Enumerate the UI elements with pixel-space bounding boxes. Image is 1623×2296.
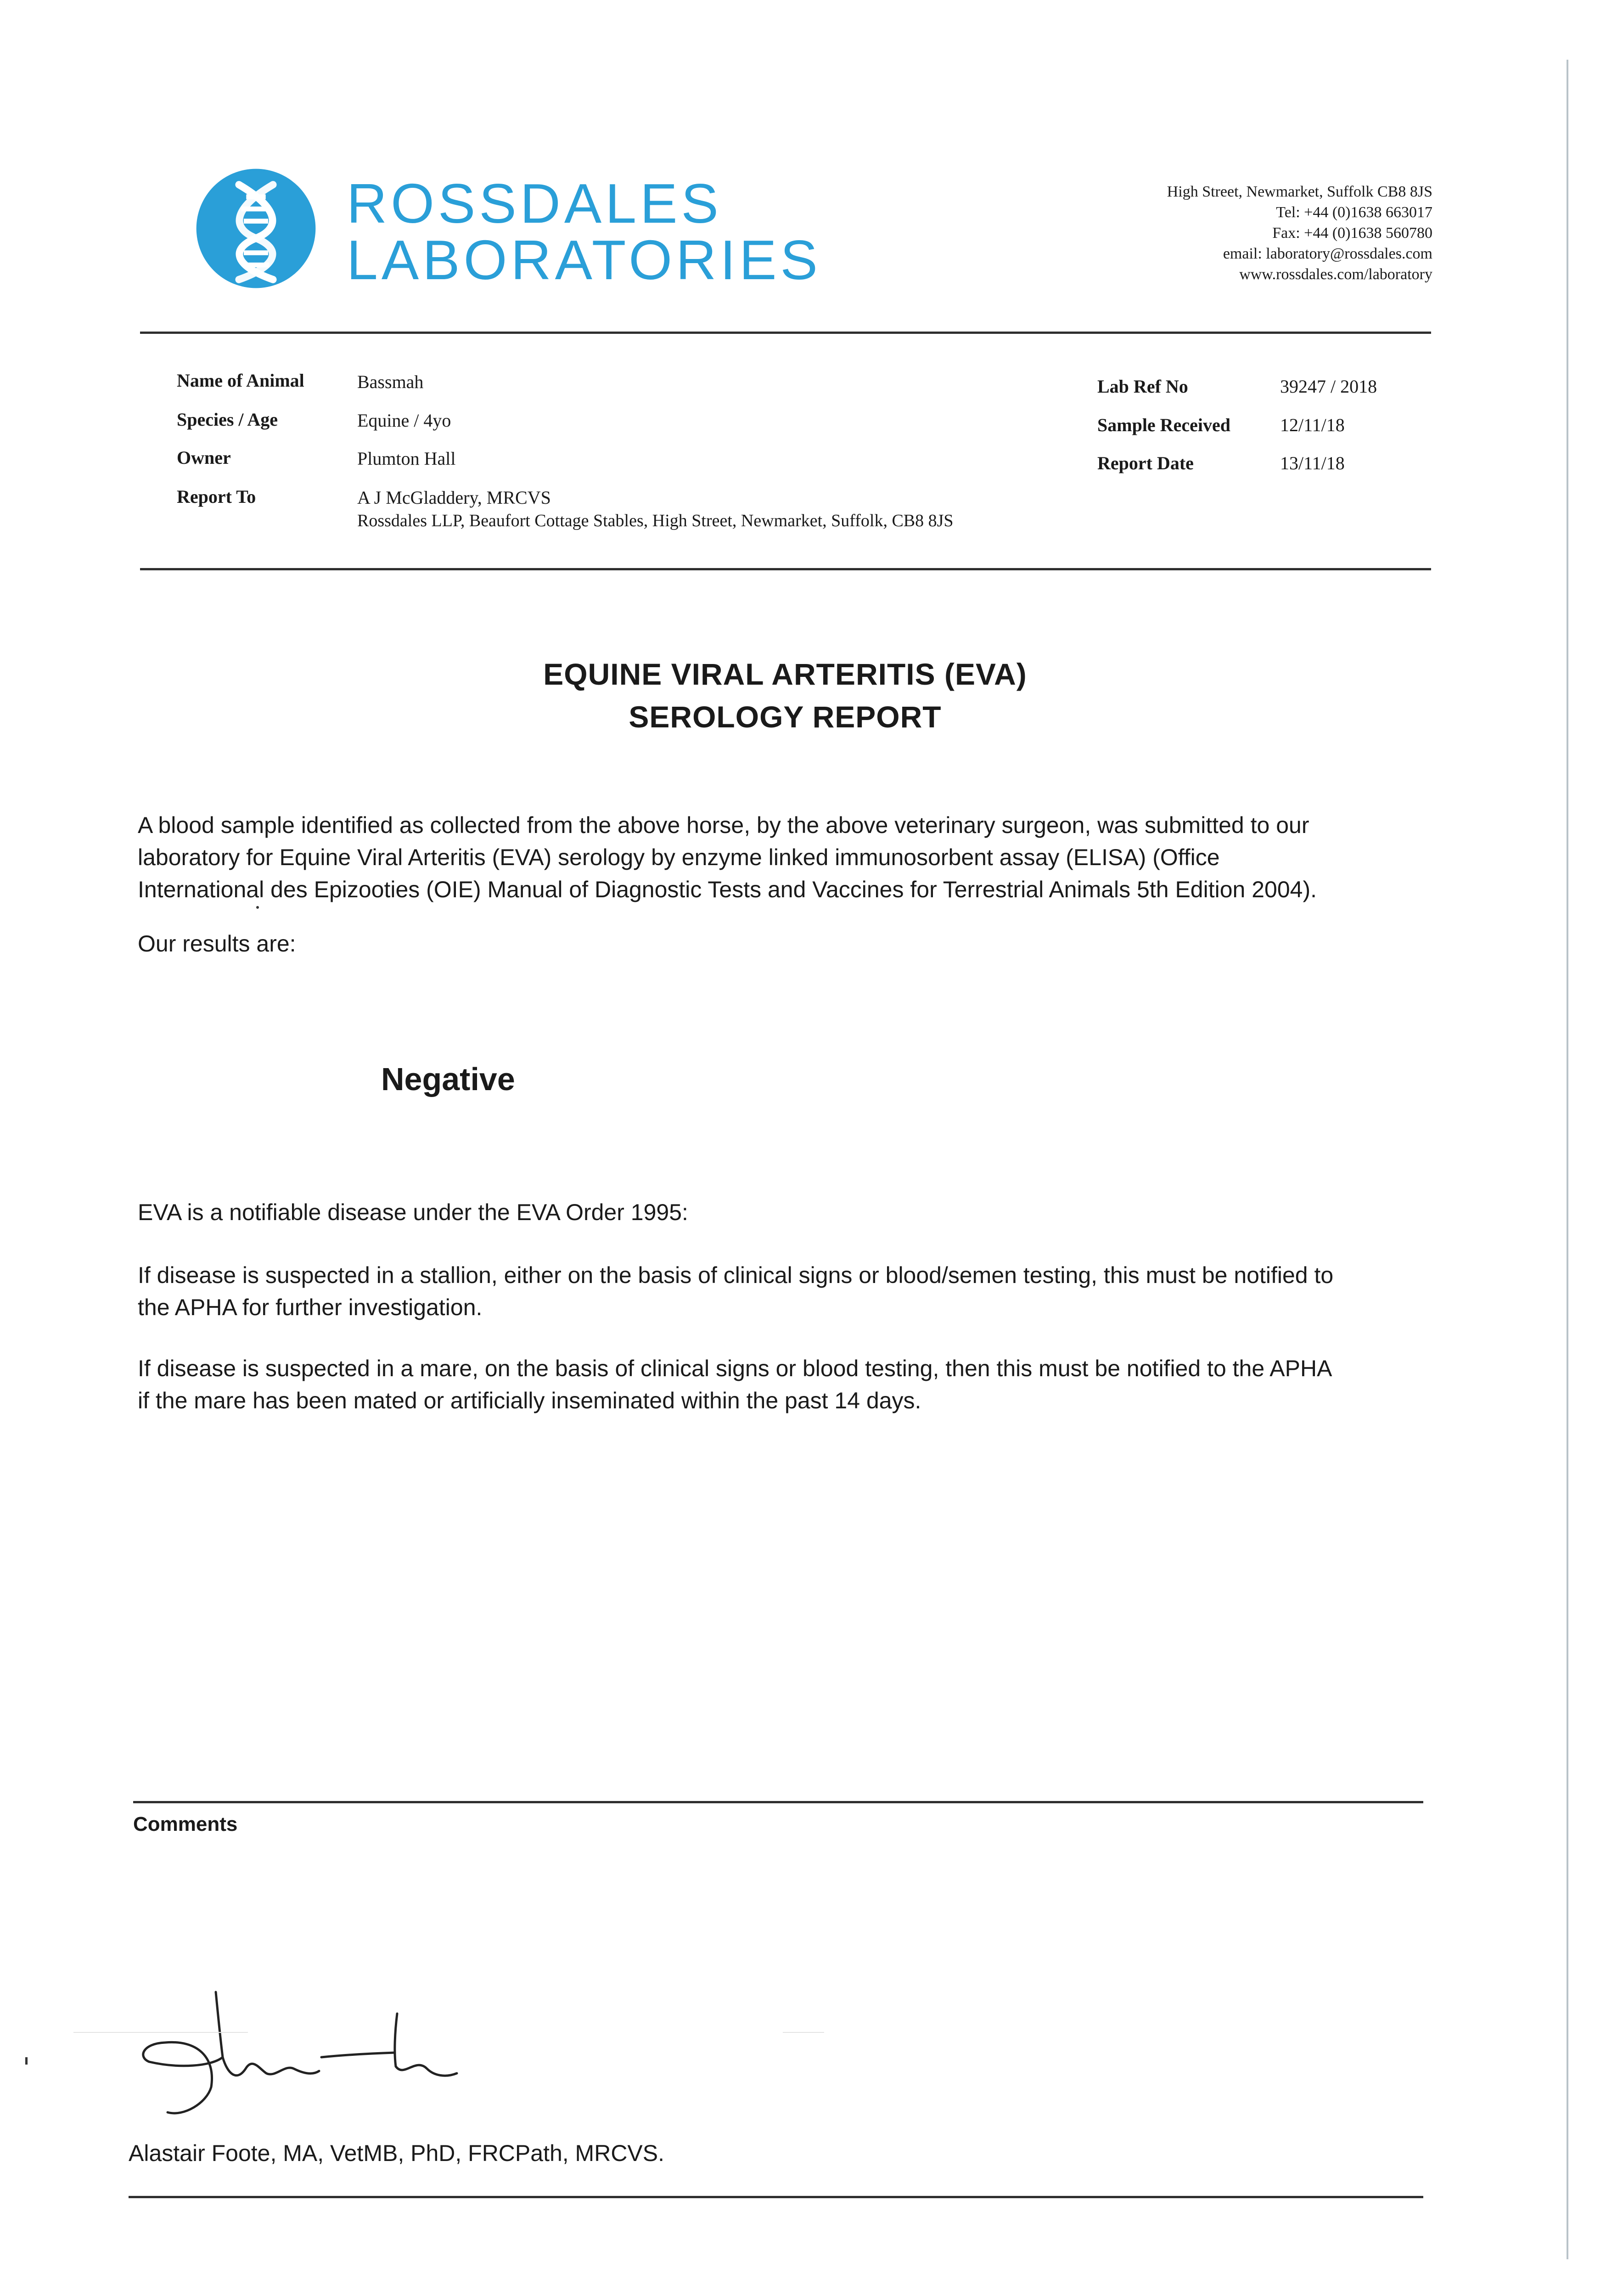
page-edge-line <box>1567 60 1568 2259</box>
address-tel: Tel: +44 (0)1638 663017 <box>1276 204 1432 221</box>
species-age-value: Equine / 4yo <box>357 410 451 431</box>
sample-received-label: Sample Received <box>1097 415 1230 435</box>
report-title-line1: EQUINE VIRAL ARTERITIS (EVA) <box>543 657 1027 691</box>
address-fax: Fax: +44 (0)1638 560780 <box>1272 225 1432 242</box>
lab-ref-value: 39247 / 2018 <box>1280 376 1377 397</box>
animal-name-value: Bassmah <box>357 371 424 392</box>
results-intro-text: Our results are: <box>138 931 296 957</box>
stallion-line: the APHA for further investigation. <box>138 1294 483 1320</box>
results-intro <box>138 928 1428 960</box>
handwritten-signature <box>129 1988 468 2140</box>
report-to-name: A J McGladdery, MRCVS <box>357 487 551 508</box>
scan-speck <box>25 2057 28 2065</box>
footer-divider <box>129 2196 1423 2198</box>
faint-scan-line <box>783 2032 824 2033</box>
lab-address-block <box>1019 181 1432 285</box>
species-age-label: Species / Age <box>177 409 278 430</box>
report-to-address: Rossdales LLP, Beaufort Cottage Stables, High Street, Newmarket, Suffolk, CB8 8JS <box>357 511 954 530</box>
faint-scan-line <box>73 2032 248 2033</box>
notifiable-statement <box>138 1196 1428 1228</box>
owner-label: Owner <box>177 447 231 468</box>
signatory-name: Alastair Foote, MA, VetMB, PhD, FRCPath, MRCVS. <box>129 2140 665 2166</box>
lab-ref-label: Lab Ref No <box>1097 376 1188 397</box>
address-street: High Street, Newmarket, Suffolk CB8 8JS <box>1167 183 1432 200</box>
rossdales-dna-logo <box>195 168 317 289</box>
address-email[interactable]: email: laboratory@rossdales.com <box>1223 245 1432 262</box>
stallion-line: If disease is suspected in a stallion, either on the basis of clinical signs or blood/semen testing, this must be notified to <box>138 1262 1334 1288</box>
test-result: Negative <box>381 1061 515 1097</box>
info-divider <box>140 568 1431 570</box>
intro-line: A blood sample identified as collected from the above horse, by the above veterinary surgeon, was submitted to our <box>138 812 1309 838</box>
report-title-line2: SEROLOGY REPORT <box>629 700 942 734</box>
owner-value: Plumton Hall <box>357 448 456 469</box>
report-to-label: Report To <box>177 486 256 507</box>
brand-name-line2: LABORATORIES <box>347 229 821 291</box>
stallion-paragraph <box>138 1259 1428 1323</box>
mare-line: If disease is suspected in a mare, on the basis of clinical signs or blood testing, then this must be notified to the APHA <box>138 1356 1332 1381</box>
brand-name-line1: ROSSDALES <box>347 172 722 235</box>
mare-paragraph <box>138 1352 1428 1417</box>
comments-label: Comments <box>133 1813 238 1835</box>
intro-paragraph <box>138 809 1428 906</box>
sample-received-value: 12/11/18 <box>1280 415 1345 435</box>
comments-divider <box>133 1801 1423 1803</box>
intro-line: laboratory for Equine Viral Arteritis (EVA) serology by enzyme linked immunosorbent assay (ELISA) (Office <box>138 844 1220 870</box>
animal-name-label: Name of Animal <box>177 370 304 391</box>
intro-line: International des Epizooties (OIE) Manual of Diagnostic Tests and Vaccines for Terrestrial Animals 5th Edition 2004). <box>138 877 1317 902</box>
report-date-label: Report Date <box>1097 453 1194 473</box>
header-divider <box>140 332 1431 334</box>
mare-line: if the mare has been mated or artificially inseminated within the past 14 days. <box>138 1388 921 1413</box>
report-date-value: 13/11/18 <box>1280 453 1345 473</box>
notifiable-text: EVA is a notifiable disease under the EVA Order 1995: <box>138 1199 688 1225</box>
scan-speck <box>256 906 259 909</box>
address-website[interactable]: www.rossdales.com/laboratory <box>1239 266 1432 283</box>
